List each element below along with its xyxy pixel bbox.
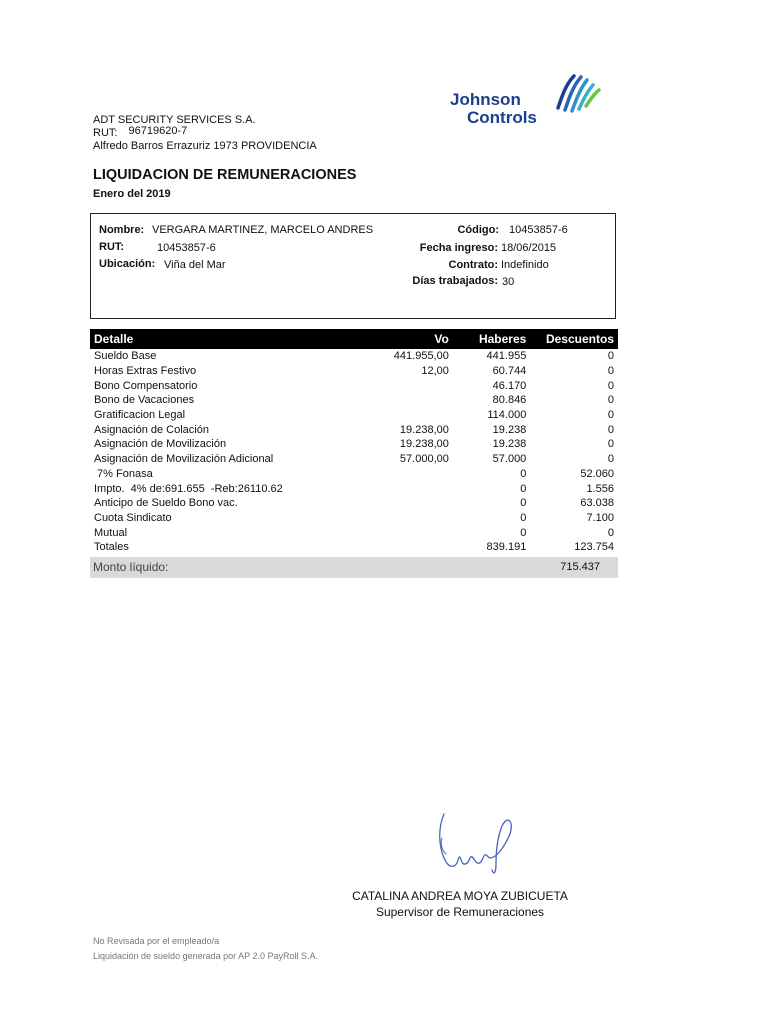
dias-trabajados-label: Días trabajados: [412,275,498,287]
dias-trabajados-value: 30 [502,276,515,288]
cell-vo: 19.238,00 [399,423,449,436]
cell-haberes: 0 [520,511,527,524]
company-rut-label: RUT: [93,127,118,139]
cell-haberes: 441.955 [486,350,527,363]
logo-text-controls: Controls [467,108,537,127]
fecha-ingreso-label: Fecha ingreso: [419,242,498,254]
cell-detalle: Asignación de Movilización Adicional [94,453,274,466]
cell-vo: 12,00 [421,365,449,378]
cell-vo: 441.955,00 [393,350,449,363]
net-amount-value: 715.437 [560,561,600,573]
cell-haberes: 0 [520,482,527,495]
logo-wave-icon [552,72,602,118]
contrato-value: Indefinido [501,259,549,271]
table-row [90,393,618,408]
table-row [90,364,618,379]
cell-descuentos: 63.038 [580,497,614,510]
table-row [90,408,618,423]
company-info [93,114,317,153]
table-row [90,481,618,496]
table-row [90,349,618,364]
cell-descuentos: 52.060 [580,467,614,480]
employee-info-box [90,213,616,319]
cell-vo [373,525,453,540]
cell-detalle: Totales [94,541,129,554]
cell-haberes: 46.170 [492,379,527,392]
cell-descuentos: 0 [607,409,614,422]
cell-descuentos: 123.754 [574,541,614,554]
table-row [90,452,618,467]
cell-haberes: 0 [520,526,527,539]
cell-vo [373,408,453,423]
document-title: LIQUIDACION DE REMUNERACIONES [93,167,357,183]
cell-descuentos: 0 [607,394,614,407]
company-name: ADT SECURITY SERVICES S.A. [93,114,256,126]
table-row [90,467,618,482]
header-haberes: Haberes [453,329,530,349]
cell-haberes: 0 [520,467,527,480]
footer-not-reviewed: No Revisada por el empleado/a [93,936,220,946]
cell-vo [373,540,453,555]
company-rut-line [93,127,317,140]
codigo-value: 10453857-6 [509,224,568,236]
fecha-ingreso-value: 18/06/2015 [501,242,557,254]
cell-descuentos: 0 [607,526,614,539]
cell-vo: 19.238,00 [399,438,449,451]
cell-detalle: Asignación de Colación [94,423,209,436]
company-address: Alfredo Barros Errazuriz 1973 PROVIDENCIA [93,140,317,152]
cell-haberes: 114.000 [487,409,527,422]
cell-descuentos: 0 [607,365,614,378]
rut-value: 10453857-6 [157,242,216,254]
cell-detalle: Bono de Vacaciones [94,394,195,407]
net-amount-bar [90,557,618,578]
logo-text-johnson: Johnson [450,90,521,109]
table-row [90,422,618,437]
ubicacion-value: Viña del Mar [164,259,226,271]
cell-descuentos: 0 [607,379,614,392]
cell-descuentos: 0 [607,453,614,466]
cell-descuentos: 0 [607,438,614,451]
table-row [90,437,618,452]
table-row [90,525,618,540]
table-header-row [90,329,618,349]
cell-descuentos: 1.556 [586,482,614,495]
cell-vo [373,496,453,511]
cell-descuentos: 0 [607,423,614,436]
cell-detalle: Sueldo Base [94,350,157,363]
cell-detalle: Cuota Sindicato [94,511,172,524]
cell-vo [373,511,453,526]
ubicacion-label: Ubicación: [99,258,156,270]
document-period: Enero del 2019 [93,188,171,200]
signatory-name: CATALINA ANDREA MOYA ZUBICUETA [352,889,568,903]
codigo-label: Código: [457,224,499,236]
cell-descuentos: 7.100 [586,511,614,524]
footer-generated-by: Liquidación de sueldo generada por AP 2.0 PayRoll S.A. [93,951,318,961]
table-row [90,496,618,511]
cell-detalle: Mutual [94,526,128,539]
header-detalle: Detalle [90,329,373,349]
cell-detalle: Asignación de Movilización [94,438,227,451]
nombre-label: Nombre: [99,224,145,236]
cell-vo [373,467,453,482]
header-vo: Vo [373,329,453,349]
nombre-value: VERGARA MARTINEZ, MARCELO ANDRES [152,224,374,236]
cell-detalle: Gratificacion Legal [94,409,186,422]
cell-haberes: 80.846 [492,394,527,407]
cell-vo [373,378,453,393]
rut-label: RUT: [99,241,125,253]
cell-detalle: Impto. 4% de:691.655 -Reb:26110.62 [94,482,283,495]
cell-haberes: 19.238 [492,423,527,436]
cell-detalle: Anticipo de Sueldo Bono vac. [94,497,238,510]
contrato-label: Contrato: [448,259,498,271]
cell-descuentos: 0 [607,350,614,363]
signatory-role: Supervisor de Remuneraciones [375,905,545,919]
cell-haberes: 19.238 [492,438,527,451]
header-descuentos: Descuentos [530,329,618,349]
company-rut: 96719620-7 [128,125,188,137]
table-row [90,378,618,393]
cell-detalle: 7% Fonasa [94,467,153,480]
net-amount-label: Monto líquido: [93,560,169,574]
cell-haberes: 60.744 [492,365,527,378]
table-row [90,511,618,526]
cell-vo [373,481,453,496]
payroll-detail-table [90,329,618,555]
cell-vo [373,393,453,408]
totals-row [90,540,618,555]
cell-haberes: 839.191 [486,541,527,554]
cell-haberes: 57.000 [492,453,527,466]
handwritten-signature [430,808,525,880]
cell-detalle: Horas Extras Festivo [94,365,197,378]
johnson-controls-logo [450,72,610,132]
cell-detalle: Bono Compensatorio [94,379,198,392]
cell-vo: 57.000,00 [399,453,449,466]
cell-haberes: 0 [520,497,527,510]
